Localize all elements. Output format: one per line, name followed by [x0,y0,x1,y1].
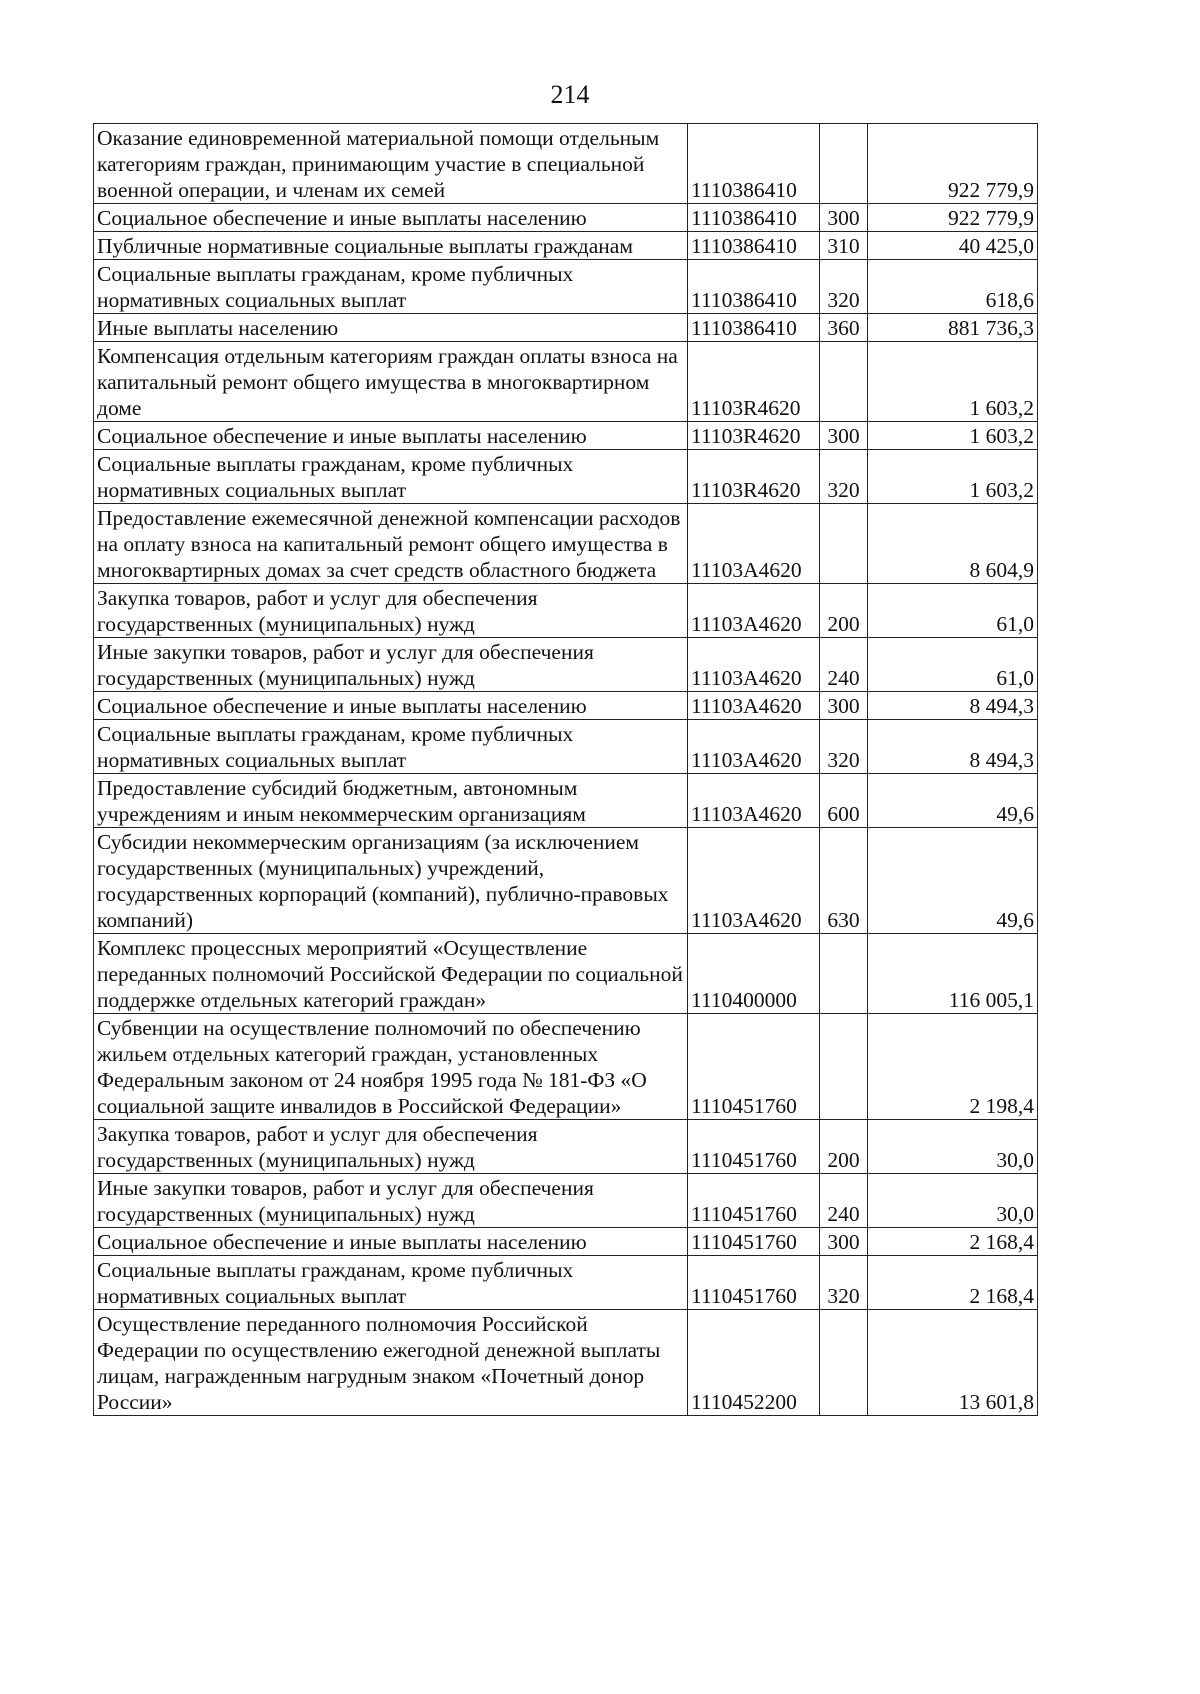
row-name-cell: Социальные выплаты гражданам, кроме публичных нормативных социальных выплат [94,1256,688,1310]
row-name-cell: Оказание единовременной материальной помощи отдельным категориям граждан, принимающим участие в специальной военной операции, и членам их семей [94,124,688,204]
row-expense-type-cell [820,1310,868,1416]
row-target-article-cell: 1110451760 [688,1014,820,1120]
row-target-article-cell: 1110451760 [688,1120,820,1174]
row-expense-type-cell: 320 [820,720,868,774]
table-row [94,692,1038,720]
row-expense-type-cell [820,934,868,1014]
row-name-cell: Закупка товаров, работ и услуг для обеспечения государственных (муниципальных) нужд [94,1120,688,1174]
table-row [94,232,1038,260]
table-row [94,124,1038,204]
row-expense-type-cell: 630 [820,828,868,934]
row-target-article-cell: 1110400000 [688,934,820,1014]
row-target-article-cell: 1110386410 [688,314,820,342]
row-name-cell: Предоставление ежемесячной денежной компенсации расходов на оплату взноса на капитальный ремонт общего имущества в многоквартирных домах за счет средств областного бюджета [94,504,688,584]
row-target-article-cell: 1110451760 [688,1228,820,1256]
row-target-article-cell: 1110386410 [688,232,820,260]
table-row [94,204,1038,232]
row-target-article-cell: 1110386410 [688,260,820,314]
row-expense-type-cell: 200 [820,584,868,638]
row-sum-cell: 40 425,0 [868,232,1038,260]
row-target-article-cell: 1110451760 [688,1174,820,1228]
row-sum-cell: 1 603,2 [868,422,1038,450]
row-target-article-cell: 11103R4620 [688,342,820,422]
row-expense-type-cell [820,504,868,584]
row-sum-cell: 1 603,2 [868,450,1038,504]
row-sum-cell: 8 494,3 [868,720,1038,774]
page-number: 214 [550,80,590,109]
row-target-article-cell: 11103A4620 [688,584,820,638]
row-expense-type-cell: 310 [820,232,868,260]
row-target-article-cell: 11103R4620 [688,422,820,450]
row-target-article-cell: 1110451760 [688,1256,820,1310]
row-target-article-cell: 11103A4620 [688,504,820,584]
row-target-article-cell: 11103A4620 [688,638,820,692]
row-sum-cell: 8 494,3 [868,692,1038,720]
table-row [94,504,1038,584]
row-name-cell: Социальные выплаты гражданам, кроме публичных нормативных социальных выплат [94,720,688,774]
row-name-cell: Иные закупки товаров, работ и услуг для обеспечения государственных (муниципальных) нужд [94,1174,688,1228]
table-row [94,342,1038,422]
row-name-cell: Социальное обеспечение и иные выплаты населению [94,1228,688,1256]
table-row [94,1120,1038,1174]
table-row [94,774,1038,828]
table-row [94,828,1038,934]
table-row [94,422,1038,450]
row-target-article-cell: 1110452200 [688,1310,820,1416]
row-sum-cell: 2 168,4 [868,1228,1038,1256]
row-expense-type-cell: 300 [820,204,868,232]
row-expense-type-cell: 320 [820,260,868,314]
row-name-cell: Социальные выплаты гражданам, кроме публичных нормативных социальных выплат [94,450,688,504]
table-row [94,314,1038,342]
row-expense-type-cell: 600 [820,774,868,828]
row-sum-cell: 49,6 [868,774,1038,828]
table-row [94,1014,1038,1120]
row-target-article-cell: 1110386410 [688,124,820,204]
row-target-article-cell: 11103A4620 [688,774,820,828]
table-row [94,450,1038,504]
row-expense-type-cell [820,342,868,422]
row-sum-cell: 8 604,9 [868,504,1038,584]
row-sum-cell: 61,0 [868,638,1038,692]
row-sum-cell: 2 168,4 [868,1256,1038,1310]
row-expense-type-cell: 300 [820,422,868,450]
row-sum-cell: 618,6 [868,260,1038,314]
row-sum-cell: 116 005,1 [868,934,1038,1014]
row-expense-type-cell: 240 [820,1174,868,1228]
row-sum-cell: 922 779,9 [868,124,1038,204]
row-sum-cell: 1 603,2 [868,342,1038,422]
row-name-cell: Иные выплаты населению [94,314,688,342]
budget-table [93,123,1038,1416]
row-name-cell: Социальное обеспечение и иные выплаты населению [94,204,688,232]
row-name-cell: Осуществление переданного полномочия Российской Федерации по осуществлению ежегодной денежной выплаты лицам, награжденным нагрудным знаком «Почетный донор России» [94,1310,688,1416]
row-expense-type-cell: 360 [820,314,868,342]
row-name-cell: Социальное обеспечение и иные выплаты населению [94,422,688,450]
row-expense-type-cell: 320 [820,1256,868,1310]
row-expense-type-cell [820,124,868,204]
table-row [94,584,1038,638]
row-expense-type-cell: 300 [820,1228,868,1256]
row-sum-cell: 2 198,4 [868,1014,1038,1120]
row-target-article-cell: 11103A4620 [688,692,820,720]
table-row [94,1228,1038,1256]
row-name-cell: Закупка товаров, работ и услуг для обеспечения государственных (муниципальных) нужд [94,584,688,638]
row-expense-type-cell: 300 [820,692,868,720]
row-expense-type-cell: 240 [820,638,868,692]
row-name-cell: Субвенции на осуществление полномочий по обеспечению жильем отдельных категорий граждан, установленных Федеральным законом от 24 ноября 1995 года № 181-ФЗ «О социальной защите инвалидов в Российской Федерации» [94,1014,688,1120]
row-name-cell: Компенсация отдельным категориям граждан оплаты взноса на капитальный ремонт общего имущества в многоквартирном доме [94,342,688,422]
row-name-cell: Иные закупки товаров, работ и услуг для обеспечения государственных (муниципальных) нужд [94,638,688,692]
row-target-article-cell: 11103R4620 [688,450,820,504]
row-name-cell: Предоставление субсидий бюджетным, автономным учреждениям и иным некоммерческим организациям [94,774,688,828]
row-expense-type-cell [820,1014,868,1120]
row-sum-cell: 61,0 [868,584,1038,638]
row-sum-cell: 881 736,3 [868,314,1038,342]
row-expense-type-cell: 200 [820,1120,868,1174]
table-row [94,720,1038,774]
row-name-cell: Социальное обеспечение и иные выплаты населению [94,692,688,720]
table-row [94,638,1038,692]
table-row [94,1174,1038,1228]
row-name-cell: Публичные нормативные социальные выплаты гражданам [94,232,688,260]
row-name-cell: Субсидии некоммерческим организациям (за исключением государственных (муниципальных) учреждений, государственных корпораций (компаний), публично-правовых компаний) [94,828,688,934]
table-row [94,260,1038,314]
budget-table-body [94,124,1038,1416]
table-row [94,1256,1038,1310]
row-sum-cell: 13 601,8 [868,1310,1038,1416]
row-sum-cell: 30,0 [868,1174,1038,1228]
row-sum-cell: 49,6 [868,828,1038,934]
row-target-article-cell: 11103A4620 [688,720,820,774]
row-sum-cell: 30,0 [868,1120,1038,1174]
table-row [94,1310,1038,1416]
row-target-article-cell: 11103A4620 [688,828,820,934]
row-expense-type-cell: 320 [820,450,868,504]
row-sum-cell: 922 779,9 [868,204,1038,232]
row-name-cell: Комплекс процессных мероприятий «Осуществление переданных полномочий Российской Федерации по социальной поддержке отдельных категорий граждан» [94,934,688,1014]
table-row [94,934,1038,1014]
row-target-article-cell: 1110386410 [688,204,820,232]
row-name-cell: Социальные выплаты гражданам, кроме публичных нормативных социальных выплат [94,260,688,314]
